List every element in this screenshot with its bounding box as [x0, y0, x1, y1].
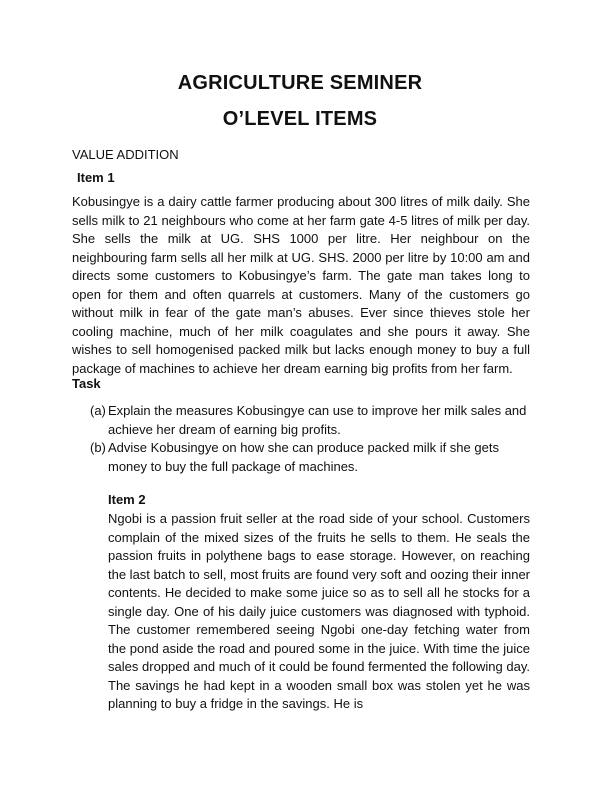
item1-paragraph: Kobusingye is a dairy cattle farmer producing about 300 litres of milk daily. She sells milk to 21 neighbours who come at her farm gate 4-5 litres of milk per day. She sells the milk at UG. SHS 1000 per litre. Her neighbour on the neighbouring farm sells all her milk at UG. SHS. 2000 per litre by 10:00 am and directs some customers to Kobusingye’s farm. The gate man takes long to open for them and often quarrels at customers. Many of the customers go without milk in fear of the gate man’s abuses. Ever since thieves stole her cooling machine, much of her milk coagulates and she pours it away. She wishes to sell homogenised packed milk but lacks enough money to buy a full package of machines to achieve her dream earning big profits from her farm.	[72, 194, 530, 376]
task-item-text: Advise Kobusingye on how she can produce packed milk if she gets money to buy the full package of machines.	[108, 440, 499, 474]
document-subtitle: O’LEVEL ITEMS	[222, 108, 378, 130]
task-item-text: Explain the measures Kobusingye can use to improve her milk sales and achieve her dream of earning big profits.	[108, 403, 527, 437]
task-list	[90, 402, 530, 476]
task-item-b	[90, 439, 530, 476]
task-item-marker: (a)	[90, 403, 106, 418]
item2-heading: Item 2	[108, 492, 146, 507]
item2-paragraph: Ngobi is a passion fruit seller at the road side of your school. Customers complain of the mixed sizes of the fruits he sells to them. He seals the passion fruits in polythene bags to ease storage. However, on reaching the last batch to sell, most fruits are found very soft and oozing their inner contents. He decided to make some juice so as to sell all he stocks for a single day. One of his daily juice customers was diagnosed with typhoid. The customer remembered seeing Ngobi one-day fetching water from the pond aside the road and poured some in the juice. With time the juice sales dropped and much of it could be found fermented the following day. The savings he had kept in a wooden small box was stolen yet he was planning to buy a fridge in the savings. He is	[108, 511, 530, 711]
task-item-marker: (b)	[90, 440, 106, 455]
item1-heading: Item 1	[77, 170, 115, 185]
task-heading: Task	[72, 376, 101, 391]
section-heading: VALUE ADDITION	[72, 147, 179, 162]
task-item-a	[90, 402, 530, 439]
document-title: AGRICULTURE SEMINER	[177, 72, 423, 94]
